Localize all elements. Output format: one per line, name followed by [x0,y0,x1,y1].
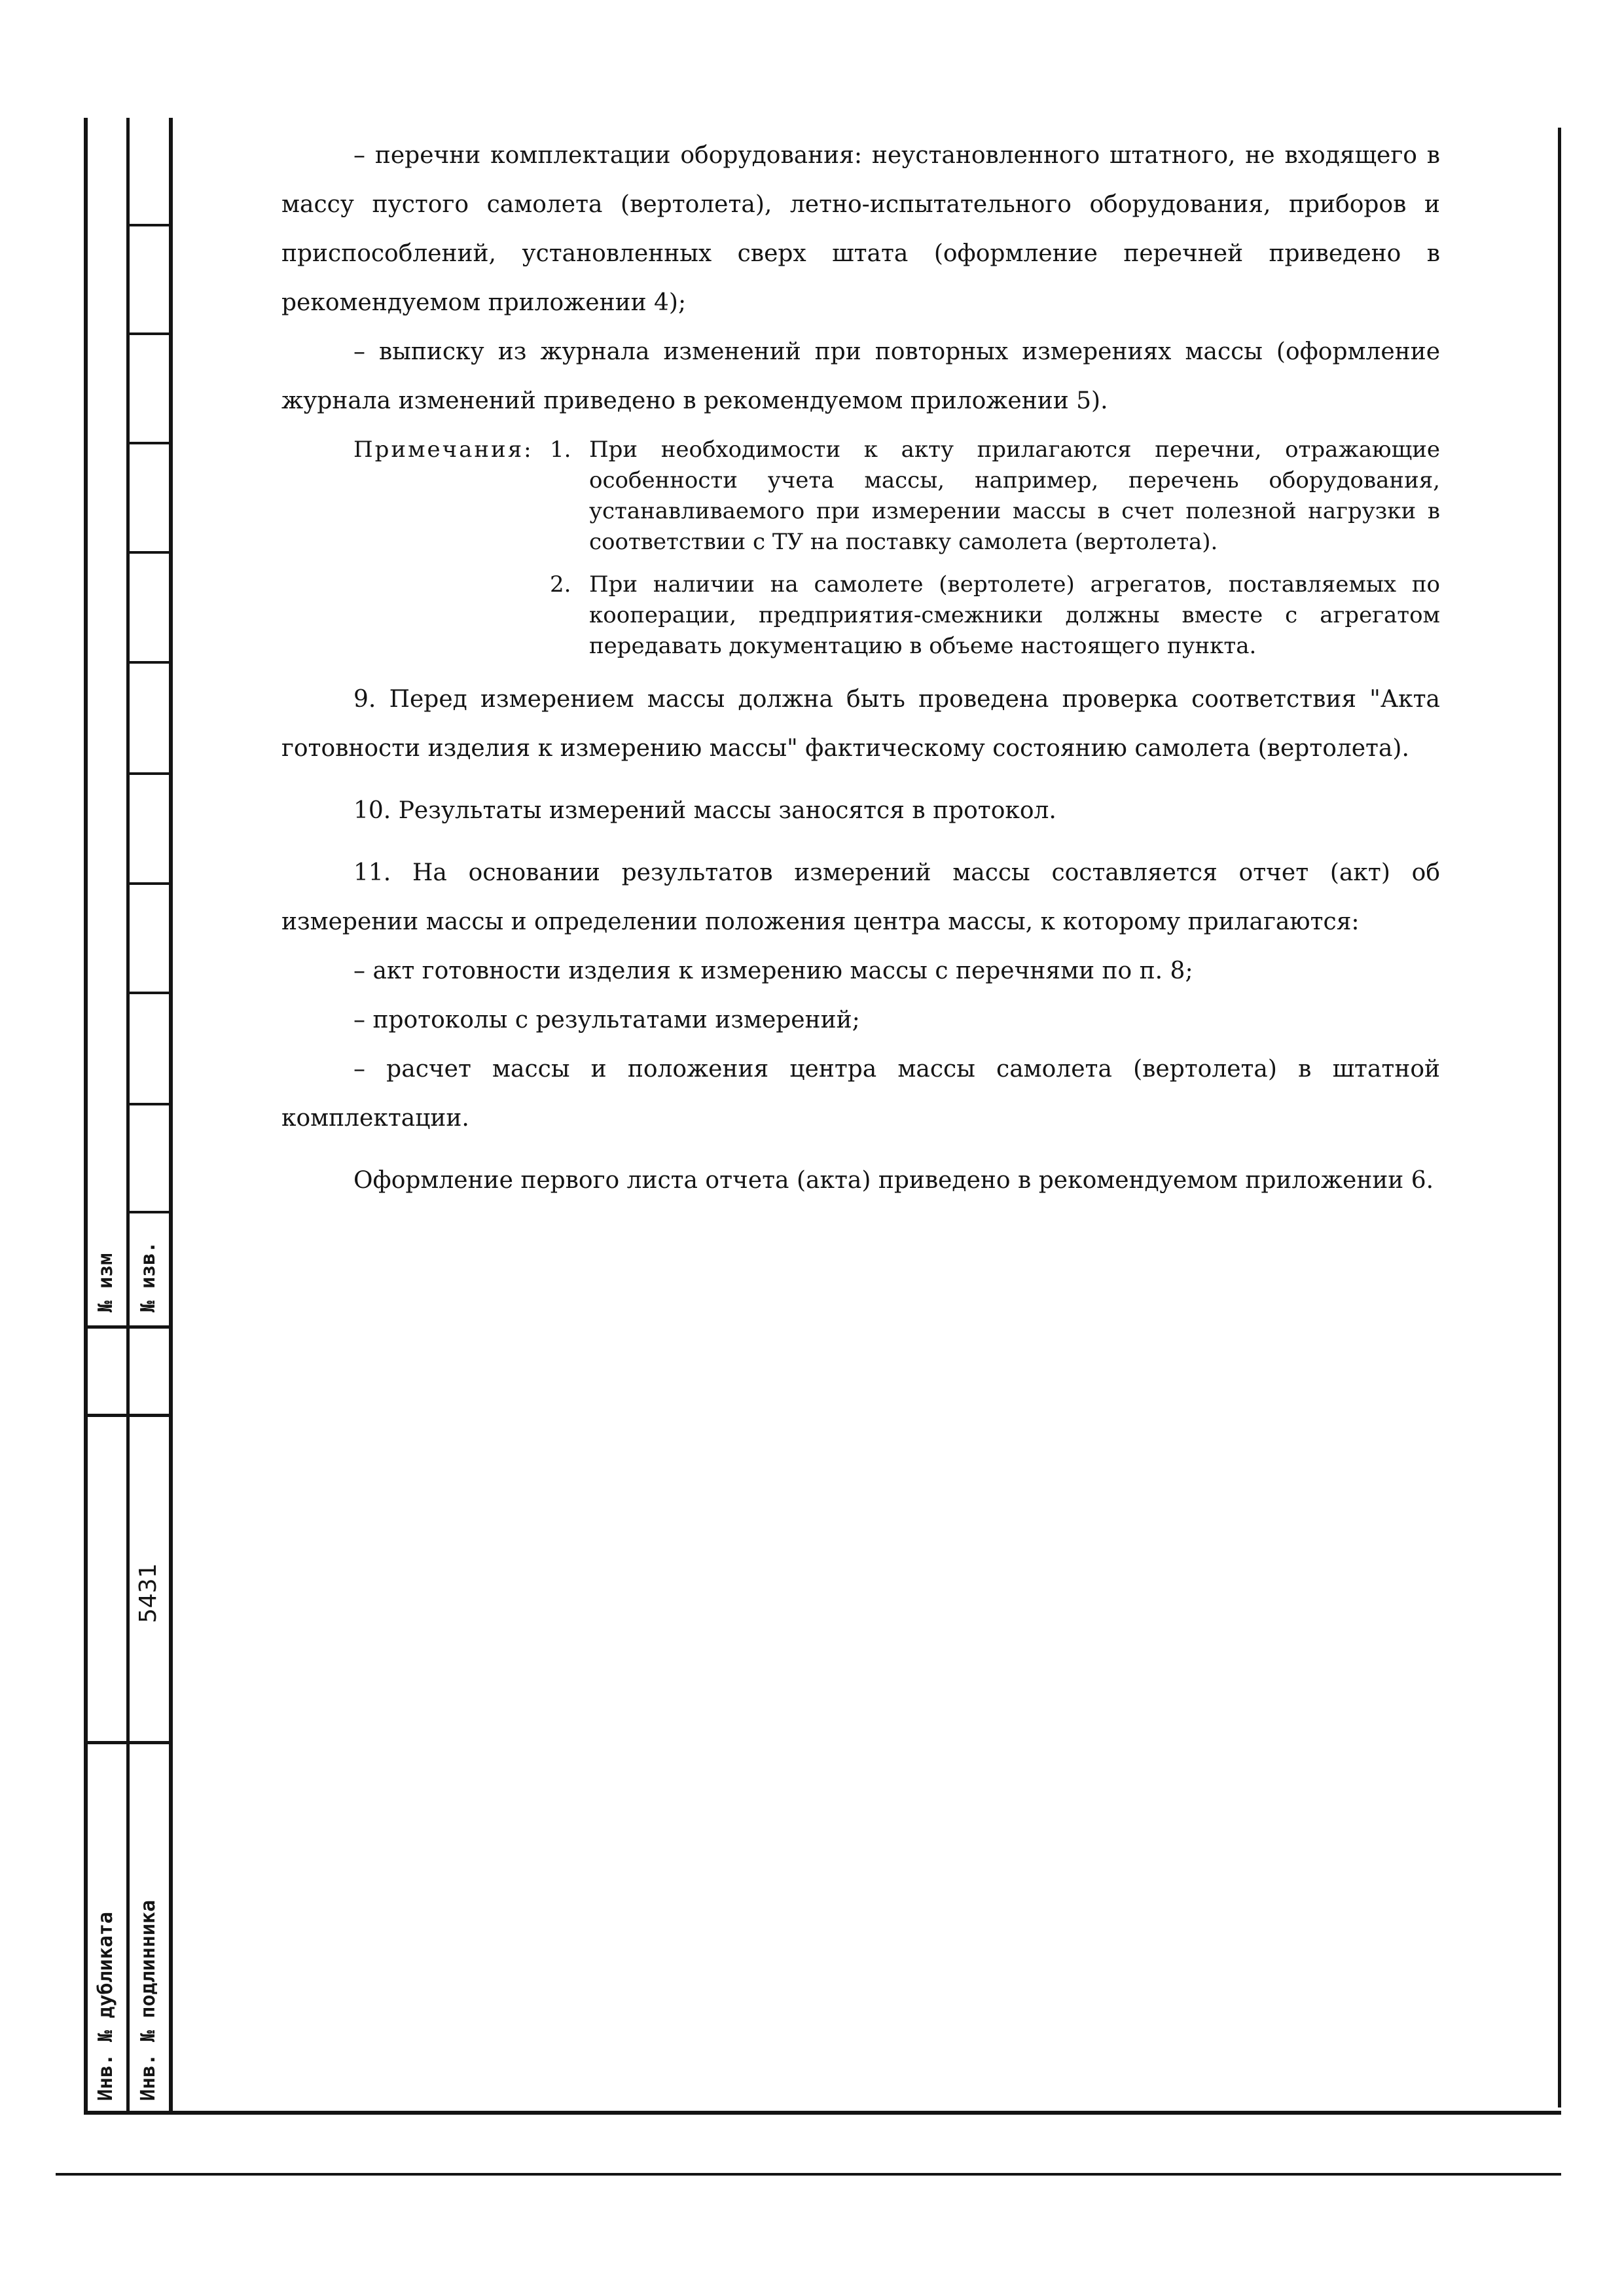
list-item-mass-calculation: – расчет массы и положения центра массы самолета (вертолета) в штатной комплектации. [281,1056,1440,1132]
stamp-cell-divider [126,661,173,664]
frame-top-left-vertical-outer [84,118,88,2114]
paragraph-report-format: Оформление первого листа отчета (акта) приведено в рекомендуемом приложении 6. [353,1167,1434,1194]
stamp-cell-divider [126,1211,173,1213]
paragraph-10: 10. Результаты измерений массы заносятся в протокол. [353,797,1056,824]
stamp-cell-divider [84,1414,173,1417]
frame-right-border [1558,128,1561,2108]
paragraph-11: 11. На основании результатов измерений массы составляется отчет (акт) об измерении массы и определении положения центра массы, к которому прилагаются: [281,859,1440,935]
stamp-cell-divider [126,772,173,775]
stamp-cell-divider [126,332,173,335]
stamp-cell-divider [84,1325,173,1329]
stamp-cell-divider [126,224,173,226]
frame-bottom-border [84,2111,1561,2115]
frame-left-border [169,118,173,2114]
stamp-cell-divider [126,992,173,994]
note-text: При наличии на самолете (вертолете) агрегатов, поставляемых по кооперации, предприятия-смежники должны вместе с агрегатом передавать документацию в объеме настоящего пункта. [589,571,1440,659]
document-body [281,131,1440,1205]
paragraph-change-log-extract: – выписку из журнала изменений при повторных измерениях массы (оформление журнала изменений приведено в рекомендуемом приложении 5). [281,338,1440,414]
stamp-izm-label: № изм [94,1253,117,1312]
list-item-readiness-act: – акт готовности изделия к измерению массы с перечнями по п. 8; [353,958,1193,984]
stamp-cell-divider [126,882,173,885]
paragraph-equipment-lists: – перечни комплектации оборудования: неустановленного штатного, не входящего в массу пустого самолета (вертолета), летно-испытательного оборудования, приборов и приспособлений, установленных сверх штата (оформление перечней приведено в рекомендуемом приложении 4); [281,142,1440,316]
note-text: При необходимости к акту прилагаются перечни, отражающие особенности учета массы, например, перечень оборудования, устанавливаемого при измерении массы в счет полезной нагрузки в соответствии с ТУ на поставку самолета (вертолета). [589,437,1440,555]
note-item [550,435,1440,558]
list-item-protocols: – протоколы с результатами измерений; [353,1007,860,1033]
stamp-cell-divider [126,1103,173,1105]
notes-list [550,435,1440,662]
frame-left-column-divider [126,118,130,2114]
stamp-inventory-number: 5431 [135,1563,162,1623]
page-trim-line [56,2173,1561,2176]
notes-label: Примечания: [353,437,533,463]
note-number: 1. [550,437,571,463]
stamp-cell-divider [126,551,173,554]
notes-block [281,435,1440,662]
note-item [550,569,1440,662]
stamp-izv-label: № изв. [137,1241,160,1312]
stamp-cell-divider [84,1741,173,1744]
stamp-cell-divider [126,442,173,444]
note-number: 2. [550,571,571,598]
stamp-inv-original-label: Инв. № подлинника [137,1899,160,2101]
stamp-inv-duplicate-label: Инв. № дубликата [94,1912,117,2101]
paragraph-9: 9. Перед измерением массы должна быть проведена проверка соответствия "Акта готовности изделия к измерению массы" фактическому состоянию самолета (вертолета). [281,686,1440,762]
